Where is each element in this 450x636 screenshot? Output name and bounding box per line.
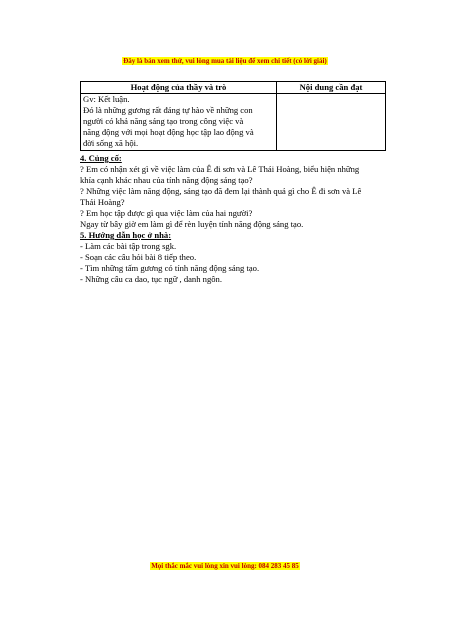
column-header-activities: Hoạt động của thầy và trò: [81, 82, 277, 94]
content-cell: [277, 94, 386, 151]
section-4-line: khía cạnh khác nhau của tính năng động sáng tạo?: [80, 175, 253, 185]
homework-item: - Những câu ca dao, tục ngữ , danh ngôn.: [80, 274, 223, 284]
activity-line: năng động với mọi hoạt động học tập lao động và: [83, 127, 254, 137]
contact-banner: [0, 562, 450, 570]
section-4-line: ? Những việc làm năng động, sáng tạo đã đem lại thành quả gì cho Ê đi sơn và Lê: [80, 186, 362, 196]
preview-notice-banner: [0, 57, 450, 65]
section-4-line: ? Em học tập được gì qua việc làm của hai người?: [80, 208, 253, 218]
section-4-line: Ngay từ bây giờ em làm gì để rèn luyện tính năng động sáng tạo.: [80, 219, 304, 229]
section-4-line: ? Em có nhận xét gì về việc làm của Ê đi sơn và Lê Thái Hoàng, biểu hiện những: [80, 164, 360, 174]
lesson-body: [80, 153, 390, 285]
contact-text: Mọi thắc mắc vui lòng xin vui lòng: 084 283 45 85: [151, 562, 299, 570]
activity-line: Gv: Kết luận.: [83, 94, 130, 104]
activity-cell: [81, 94, 277, 151]
homework-item: - Soạn các câu hỏi bài 8 tiếp theo.: [80, 252, 197, 262]
section-4-line: Thái Hoàng?: [80, 197, 125, 207]
activity-line: người có khả năng sáng tạo trong công việc và: [83, 116, 244, 126]
table-header-row: [81, 82, 386, 94]
activity-line: đời sống xã hội.: [83, 138, 139, 148]
activity-line: Đó là những gương rất đáng tự hào về những con: [83, 105, 253, 115]
column-header-content: Nội dung cần đạt: [277, 82, 386, 94]
activity-table: [80, 81, 386, 151]
section-4-heading: 4. Củng cố:: [80, 153, 122, 163]
section-5-heading: 5. Hướng dẫn học ở nhà:: [80, 230, 172, 240]
preview-notice-text: Đây là bản xem thử, vui lòng mua tài liệu để xem chi tiết (có lời giải): [123, 57, 327, 65]
homework-item: - Làm các bài tập trong sgk.: [80, 241, 177, 251]
table-row: [81, 94, 386, 151]
homework-item: - Tìm những tấm gương có tính năng động sáng tạo.: [80, 263, 260, 273]
